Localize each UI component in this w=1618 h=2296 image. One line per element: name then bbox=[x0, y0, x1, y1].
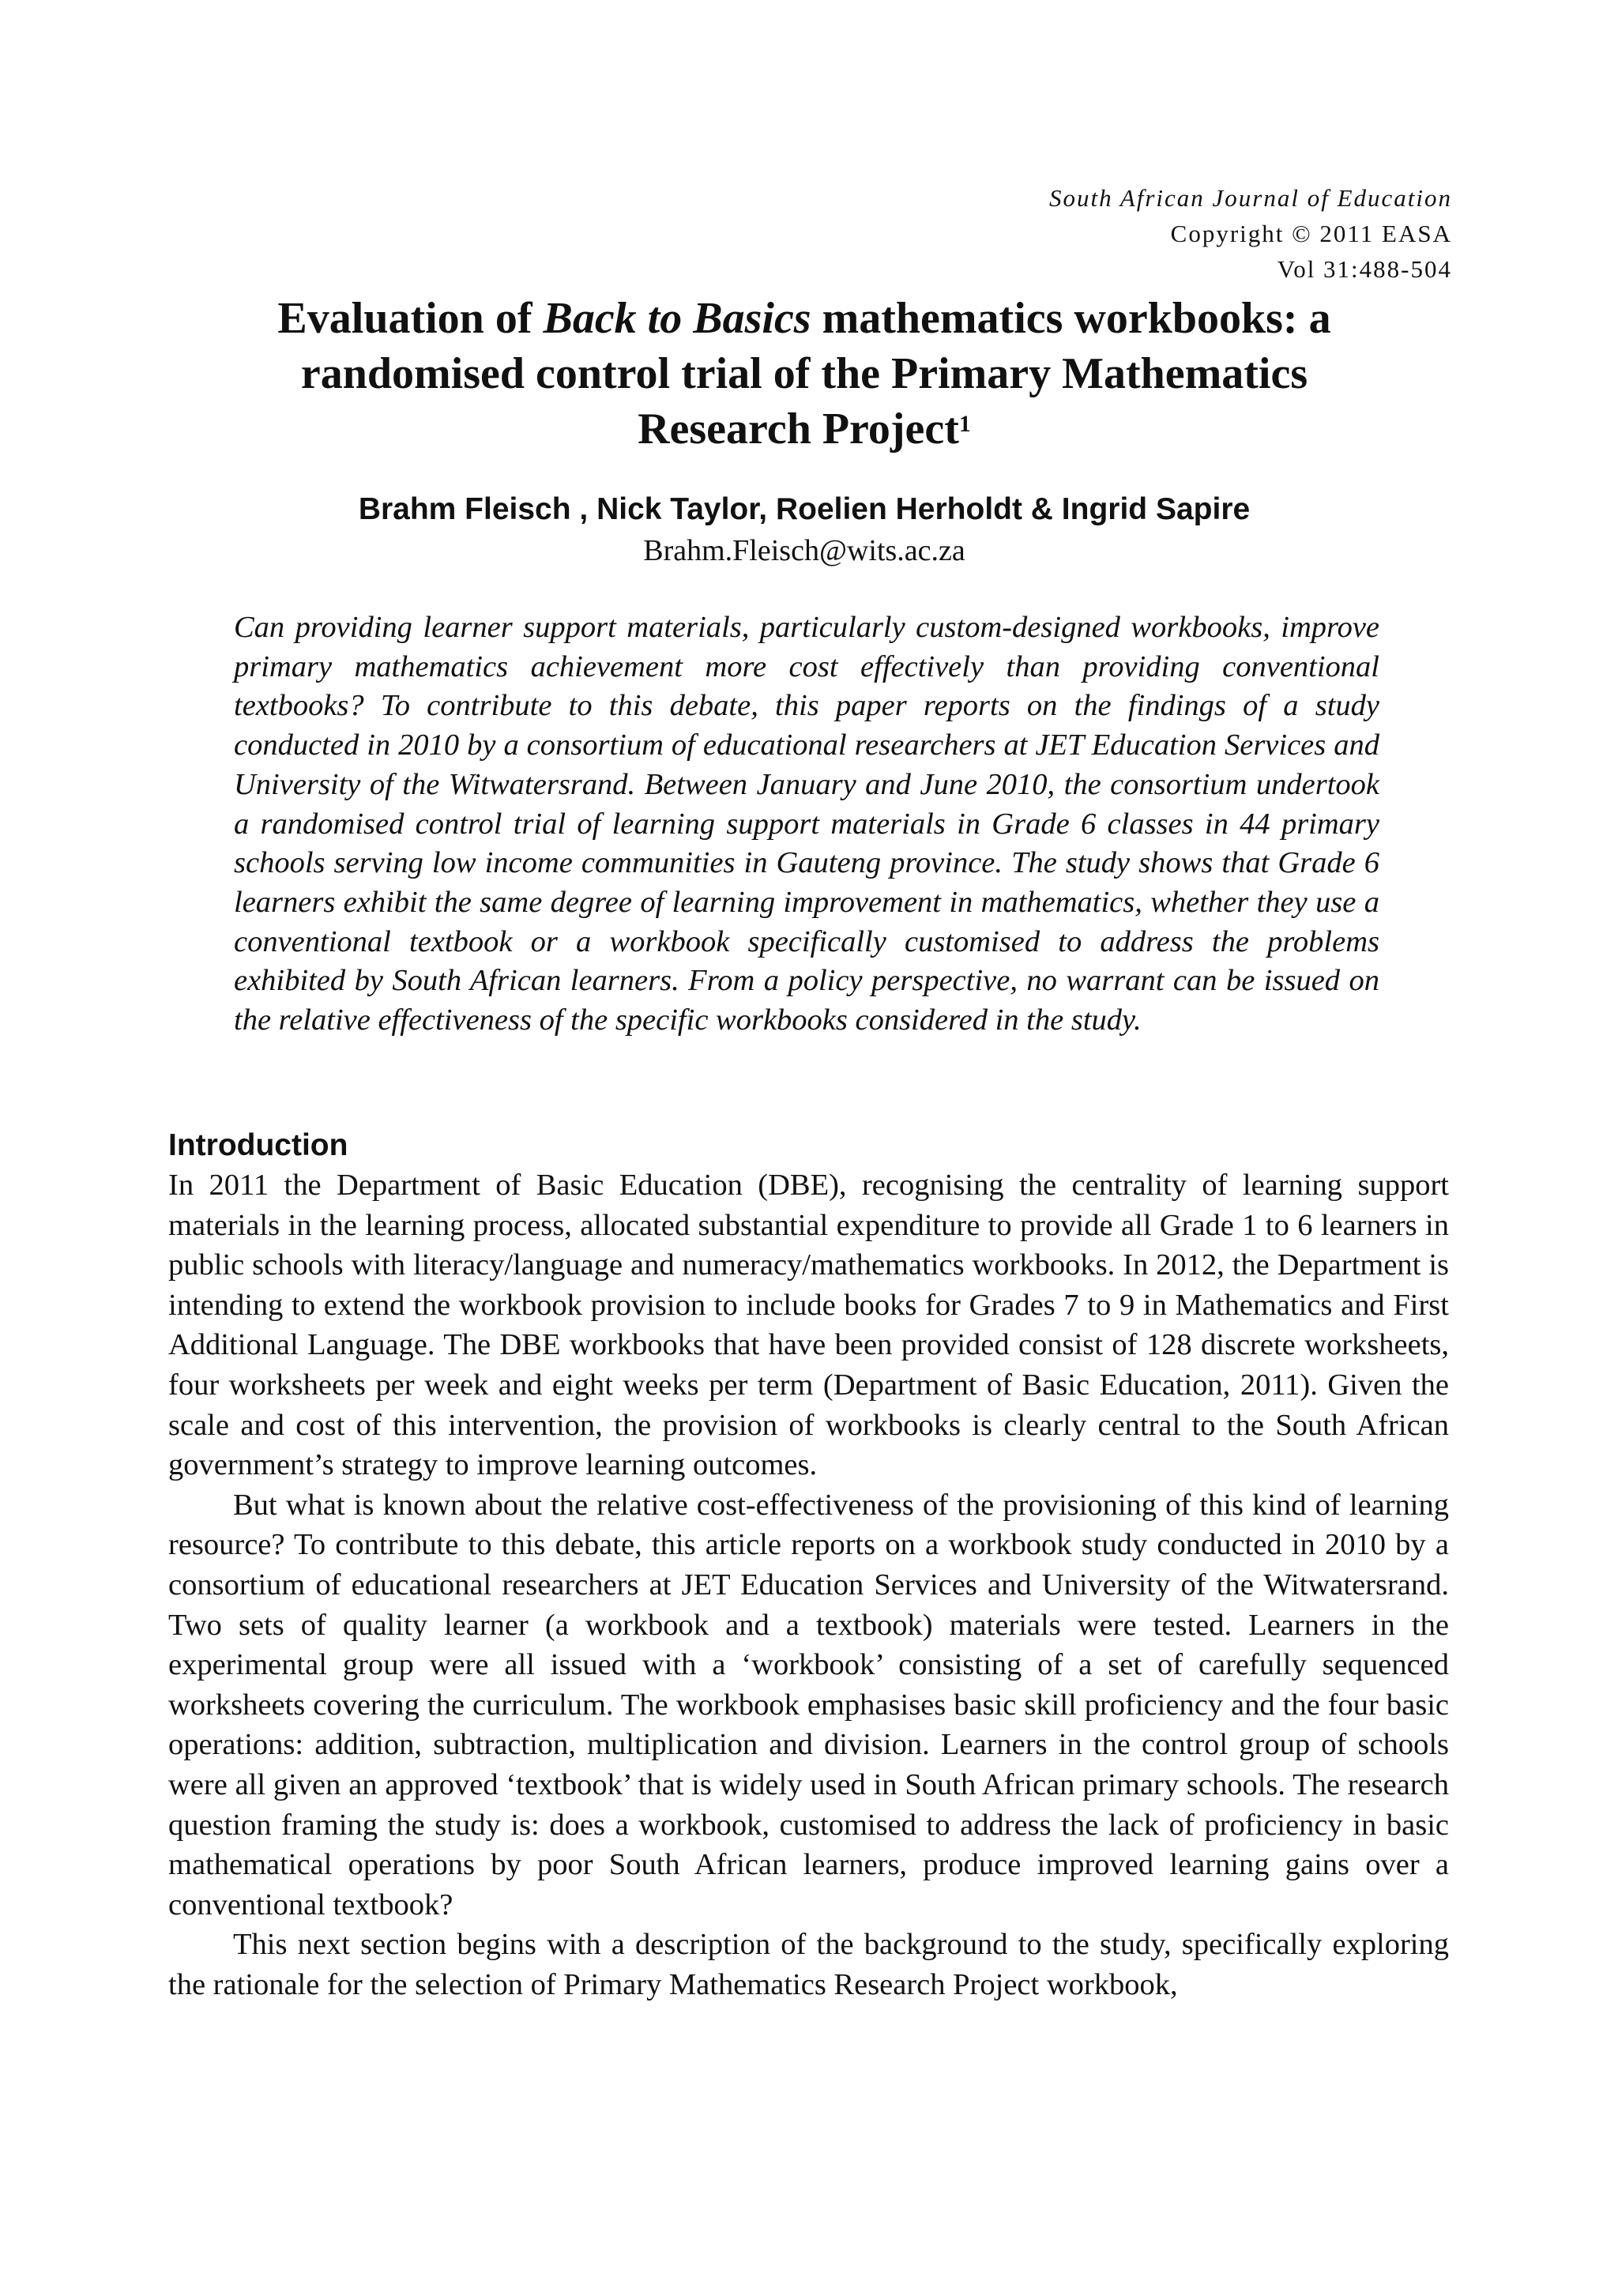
body-paragraph: This next section begins with a description of the background to the study, specifically exploring the rationale for the selection of Primary Mathematics Research Project workbook, bbox=[168, 1928, 1449, 2001]
journal-header bbox=[1049, 180, 1452, 287]
introduction-body bbox=[168, 1165, 1449, 2004]
author-list: Brahm Fleisch , Nick Taylor, Roelien Herholdt & Ingrid Sapire bbox=[358, 492, 1251, 526]
body-paragraph: In 2011 the Department of Basic Education (DBE), recognising the centrality of learning support materials in the learning process, allocated substantial expenditure to provide all Grade 1 to 6 learners in public schools with literacy/language and numeracy/mathematics workbooks. In 2012, the Department is intending to extend the workbook provision to include books for Grades 7 to 9 in Mathematics and First Additional Language. The DBE workbooks that have been provided consist of 128 discrete worksheets, four worksheets per week and eight weeks per term (Department of Basic Education, 2011). Given the scale and cost of this intervention, the provision of workbooks is clearly central to the South African government’s strategy to improve learning outcomes. bbox=[168, 1169, 1449, 1482]
copyright-line: Copyright © 2011 EASA bbox=[1170, 220, 1452, 247]
volume-line: Vol 31:488-504 bbox=[1277, 255, 1452, 283]
body-paragraph: But what is known about the relative cost-effectiveness of the provisioning of this kind of learning resource? To contribute to this debate, this article reports on a workbook study conducted in 2010 by a consortium of educational researchers at JET Education Services and University of the Witwatersrand. Two sets of quality learner (a workbook and a textbook) materials were tested. Learners in the experimental group were all issued with a ‘workbook’ consisting of a set of carefully sequenced worksheets covering the curriculum. The workbook emphasises basic skill proficiency and the four basic operations: addition, subtraction, multiplication and division. Learners in the control group of schools were all given an approved ‘textbook’ that is widely used in South African primary schools. The research question framing the study is: does a workbook, customised to address the lack of proficiency in basic mathematical operations by poor South African learners, produce improved learning gains over a conventional textbook? bbox=[168, 1488, 1449, 1921]
section-heading-introduction: Introduction bbox=[168, 1128, 348, 1162]
journal-name: South African Journal of Education bbox=[1048, 184, 1452, 212]
paper-title bbox=[229, 291, 1379, 457]
author-email: Brahm.Fleisch@wits.ac.za bbox=[643, 534, 965, 567]
title-part-1: Evaluation of bbox=[277, 294, 544, 343]
abstract: Can providing learner support materials, particularly custom-designed workbooks, improve primary mathematics achievement more cost effectively than providing conventional textbooks? To contribute to this debate, this paper reports on the findings of a study conducted in 2010 by a consortium of educational researchers at JET Education Services and University of the Witwatersrand. Between January and June 2010, the consortium undertook a randomised control trial of learning support materials in Grade 6 classes in 44 primary schools serving low income communities in Gauteng province. The study shows that Grade 6 learners exhibit the same degree of learning improvement in mathematics, whether they use a conventional textbook or a workbook specifically customised to address the problems exhibited by South African learners. From a policy perspective, no warrant can be issued on the relative effectiveness of the specific workbooks considered in the study. bbox=[234, 611, 1379, 1037]
title-italic-part: Back to Basics bbox=[543, 294, 811, 343]
title-footnote-marker: 1 bbox=[958, 411, 971, 437]
title-part-2: mathematics workbooks: a randomised control trial of the Primary Mathematics Research Project bbox=[300, 294, 1331, 454]
